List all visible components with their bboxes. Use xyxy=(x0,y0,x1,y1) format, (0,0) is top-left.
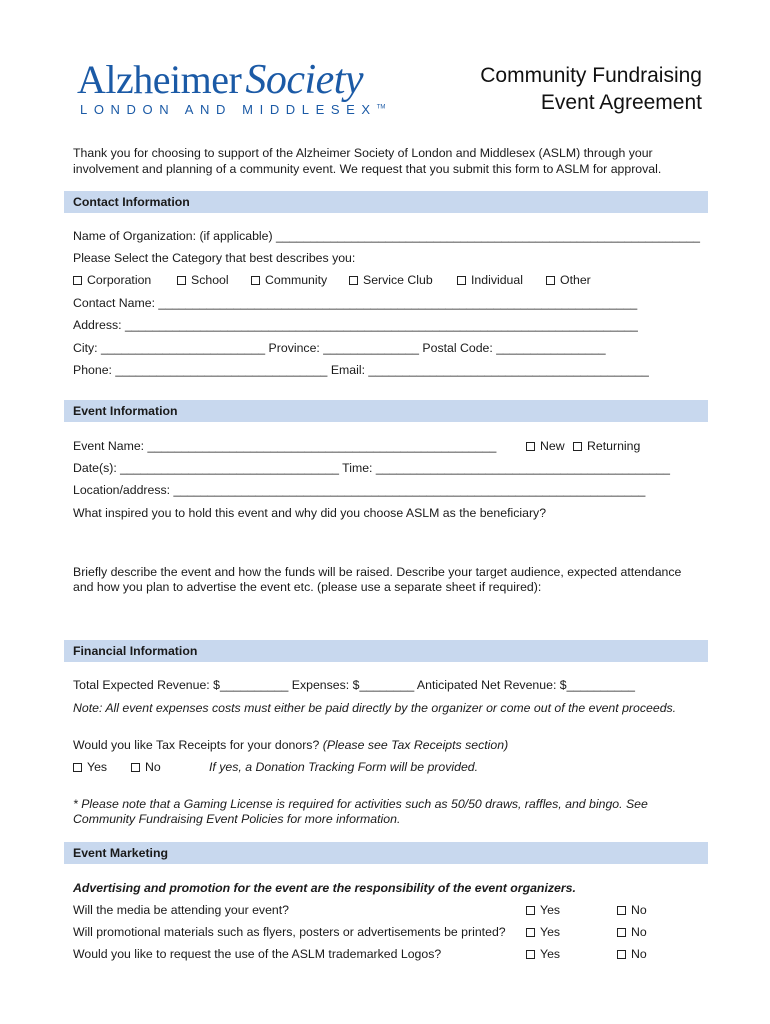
contact-name-field[interactable]: Contact Name: ______________________________________________________________________ xyxy=(73,296,638,310)
event-section-header: Event Information xyxy=(64,400,708,422)
checkbox-icon xyxy=(177,276,186,285)
logo-yes-checkbox[interactable] xyxy=(526,947,560,961)
checkbox-icon xyxy=(526,442,535,451)
contact-section-header: Contact Information xyxy=(64,191,708,213)
logo xyxy=(77,56,363,104)
title-line-2: Event Agreement xyxy=(540,91,702,114)
marketing-section-header: Event Marketing xyxy=(64,842,708,864)
tax-yes-checkbox[interactable] xyxy=(73,760,107,774)
event-name-field[interactable]: Event Name: ___________________________________________________ xyxy=(73,439,497,453)
category-corporation-checkbox[interactable] xyxy=(73,273,151,287)
tax-question-note: (Please see Tax Receipts section) xyxy=(322,738,509,752)
no-label: No xyxy=(631,947,647,961)
tax-if-yes-note: If yes, a Donation Tracking Form will be provided. xyxy=(209,760,479,774)
address-field[interactable]: Address: ___________________________________________________________________________ xyxy=(73,318,638,332)
new-label: New xyxy=(540,439,565,453)
media-yes-checkbox[interactable] xyxy=(526,903,560,917)
category-school-checkbox[interactable] xyxy=(177,273,229,287)
checkbox-icon xyxy=(457,276,466,285)
event-returning-checkbox[interactable] xyxy=(573,439,640,453)
promo-yes-checkbox[interactable] xyxy=(526,925,560,939)
phone-email-field[interactable]: Phone: _______________________________ Email: _________________________________________ xyxy=(73,363,649,377)
category-service-club-checkbox[interactable] xyxy=(349,273,433,287)
tax-question-text: Would you like Tax Receipts for your donors? xyxy=(73,738,320,752)
yes-label: Yes xyxy=(540,925,561,939)
category-label: Other xyxy=(560,273,591,287)
category-individual-checkbox[interactable] xyxy=(457,273,523,287)
tax-no-checkbox[interactable] xyxy=(131,760,161,774)
describe-event-prompt-line-1: Briefly describe the event and how the funds will be raised. Describe your target audience, expected attendance xyxy=(73,565,682,579)
yes-label: Yes xyxy=(540,947,561,961)
category-label: Corporation xyxy=(87,273,152,287)
gaming-license-note-line-2: Community Fundraising Event Policies for more information. xyxy=(73,812,401,826)
dates-time-field[interactable]: Date(s): ________________________________ Time: ___________________________________________ xyxy=(73,461,670,475)
checkbox-icon xyxy=(526,950,535,959)
tax-receipts-question xyxy=(73,738,508,752)
logo-word-alzheimer: Alzheimer xyxy=(77,57,242,102)
checkbox-icon xyxy=(546,276,555,285)
returning-label: Returning xyxy=(587,439,641,453)
logo-trademark: TM xyxy=(376,104,386,111)
gaming-license-note-line-1: * Please note that a Gaming License is required for activities such as 50/50 draws, raffles, and bingo. See xyxy=(73,797,648,811)
category-prompt: Please Select the Category that best describes you: xyxy=(73,251,356,265)
title-line-1: Community Fundraising xyxy=(480,64,702,87)
category-label: School xyxy=(191,273,229,287)
logo-no-checkbox[interactable] xyxy=(617,947,647,961)
marketing-responsibility-note: Advertising and promotion for the event are the responsibility of the event organizers. xyxy=(73,881,576,895)
no-label: No xyxy=(145,760,161,774)
organization-name-field[interactable]: Name of Organization: (if applicable) ______________________________________________________________ xyxy=(73,229,701,243)
checkbox-icon xyxy=(526,928,535,937)
checkbox-icon xyxy=(617,906,626,915)
checkbox-icon xyxy=(526,906,535,915)
yes-label: Yes xyxy=(540,903,561,917)
checkbox-icon xyxy=(617,950,626,959)
promo-no-checkbox[interactable] xyxy=(617,925,647,939)
expenses-note: Note: All event expenses costs must either be paid directly by the organizer or come out of the event proceeds. xyxy=(73,701,677,715)
no-label: No xyxy=(631,903,647,917)
logo-use-question: Would you like to request the use of the ASLM trademarked Logos? xyxy=(73,947,442,961)
page-title xyxy=(480,62,702,116)
checkbox-icon xyxy=(73,763,82,772)
event-new-checkbox[interactable] xyxy=(526,439,565,453)
yes-label: Yes xyxy=(87,760,108,774)
category-label: Individual xyxy=(471,273,523,287)
category-other-checkbox[interactable] xyxy=(546,273,591,287)
describe-event-prompt-line-2: and how you plan to advertise the event etc. (please use a separate sheet if required): xyxy=(73,580,542,594)
media-question: Will the media be attending your event? xyxy=(73,903,290,917)
category-options xyxy=(0,273,770,289)
category-label: Service Club xyxy=(363,273,433,287)
category-community-checkbox[interactable] xyxy=(251,273,327,287)
checkbox-icon xyxy=(617,928,626,937)
checkbox-icon xyxy=(251,276,260,285)
intro-text: Thank you for choosing to support of the Alzheimer Society of London and Middlesex (ASLM) through your involvement and planning of a community event. We request that you submit this form to ASLM for approval. xyxy=(73,146,662,176)
revenue-expenses-field[interactable]: Total Expected Revenue: $__________ Expenses: $________ Anticipated Net Revenue: $__________ xyxy=(73,678,635,692)
category-label: Community xyxy=(265,273,328,287)
promotional-materials-question: Will promotional materials such as flyers, posters or advertisements be printed? xyxy=(73,925,506,939)
location-field[interactable]: Location/address: _____________________________________________________________________ xyxy=(73,483,646,497)
checkbox-icon xyxy=(131,763,140,772)
logo-word-society: Society xyxy=(245,57,364,103)
logo-subtitle-text: LONDON AND MIDDLESEX xyxy=(80,102,377,117)
inspiration-question: What inspired you to hold this event and why did you choose ASLM as the beneficiary? xyxy=(73,506,547,520)
city-province-postal-field[interactable]: City: ________________________ Province: ______________ Postal Code: ________________ xyxy=(73,341,606,355)
media-no-checkbox[interactable] xyxy=(617,903,647,917)
checkbox-icon xyxy=(573,442,582,451)
checkbox-icon xyxy=(73,276,82,285)
no-label: No xyxy=(631,925,647,939)
logo-subtitle xyxy=(80,102,385,117)
financial-section-header: Financial Information xyxy=(64,640,708,662)
checkbox-icon xyxy=(349,276,358,285)
